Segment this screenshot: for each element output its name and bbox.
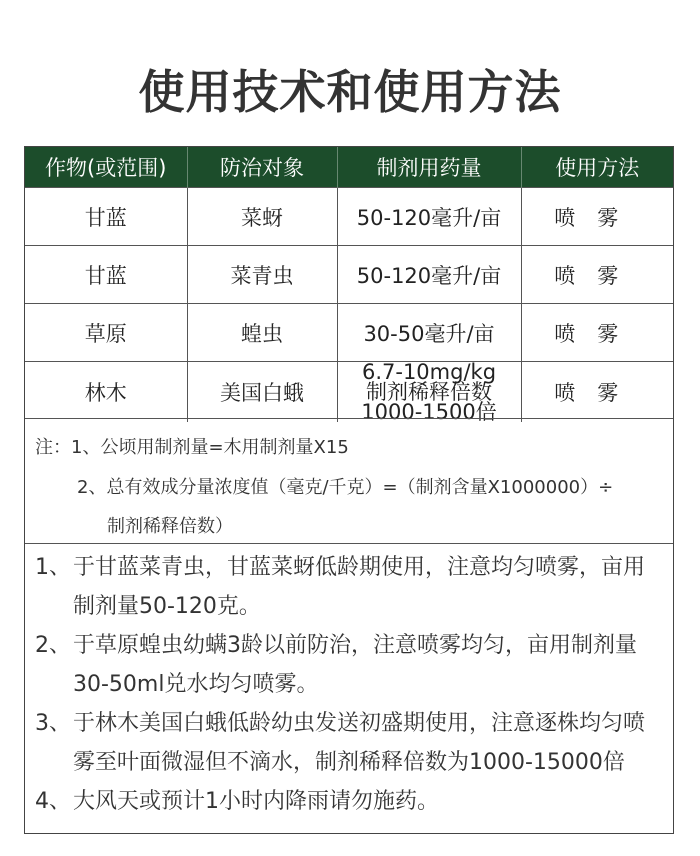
cell-target: 菜蚜 xyxy=(187,188,337,246)
header-target: 防治对象 xyxy=(187,147,337,188)
cell-crop: 林木 xyxy=(25,362,187,423)
usage-table xyxy=(25,147,673,422)
note-2: 2、总有效成分量浓度值（毫克/千克）=（制剂含量X1000000）÷ xyxy=(77,477,614,498)
cell-crop: 甘蓝 xyxy=(25,188,187,246)
list-item-number: 3、 xyxy=(35,711,71,736)
cell-target: 美国白蛾 xyxy=(187,362,337,423)
header-crop: 作物(或范围) xyxy=(25,147,187,188)
cell-dose: 30-50毫升/亩 xyxy=(337,304,521,362)
list-item-number: 4、 xyxy=(35,789,71,814)
list-item-text: 于林木美国白蛾低龄幼虫发送初盛期使用，注意逐株均匀喷雾至叶面微湿但不滴水，制剂稀释倍数为1000-15000倍 xyxy=(73,711,646,775)
table-row xyxy=(25,362,673,423)
list-item-text: 于甘蓝菜青虫，甘蓝菜蚜低龄期使用，注意均匀喷雾，亩用制剂量50-120克。 xyxy=(73,555,646,619)
page-title: 使用技术和使用方法 xyxy=(138,65,562,119)
cell-crop: 甘蓝 xyxy=(25,246,187,304)
table-row xyxy=(25,304,673,362)
note-2-continued: 制剂稀释倍数） xyxy=(107,516,233,537)
list-item-text: 大风天或预计1小时内降雨请勿施药。 xyxy=(73,789,439,814)
cell-crop: 草原 xyxy=(25,304,187,362)
dose-line-2: 制剂稀释倍数1000-1500倍 xyxy=(361,380,497,424)
content-frame xyxy=(24,146,674,834)
notes-section xyxy=(25,418,673,544)
cell-method: 喷雾 xyxy=(521,304,673,362)
table-row xyxy=(25,188,673,246)
cell-dose: 50-120毫升/亩 xyxy=(337,188,521,246)
table-row xyxy=(25,246,673,304)
cell-dose xyxy=(337,362,521,423)
dose-line-1: 6.7-10mg/kg xyxy=(361,360,497,384)
cell-method: 喷雾 xyxy=(521,362,673,423)
list-item-text: 于草原蝗虫幼螨3龄以前防治，注意喷雾均匀，亩用制剂量30-50ml兑水均匀喷雾。 xyxy=(73,633,637,697)
note-1: 注：1、公顷用制剂量=木用制剂量X15 xyxy=(35,437,349,458)
list-item-number: 2、 xyxy=(35,633,71,658)
cell-target: 蝗虫 xyxy=(187,304,337,362)
header-method: 使用方法 xyxy=(521,147,673,188)
cell-method: 喷雾 xyxy=(521,188,673,246)
cell-method: 喷雾 xyxy=(521,246,673,304)
list-item-number: 1、 xyxy=(35,555,71,580)
cell-target: 菜青虫 xyxy=(187,246,337,304)
cell-dose: 50-120毫升/亩 xyxy=(337,246,521,304)
table-header-row xyxy=(25,147,673,188)
header-dose: 制剂用药量 xyxy=(337,147,521,188)
